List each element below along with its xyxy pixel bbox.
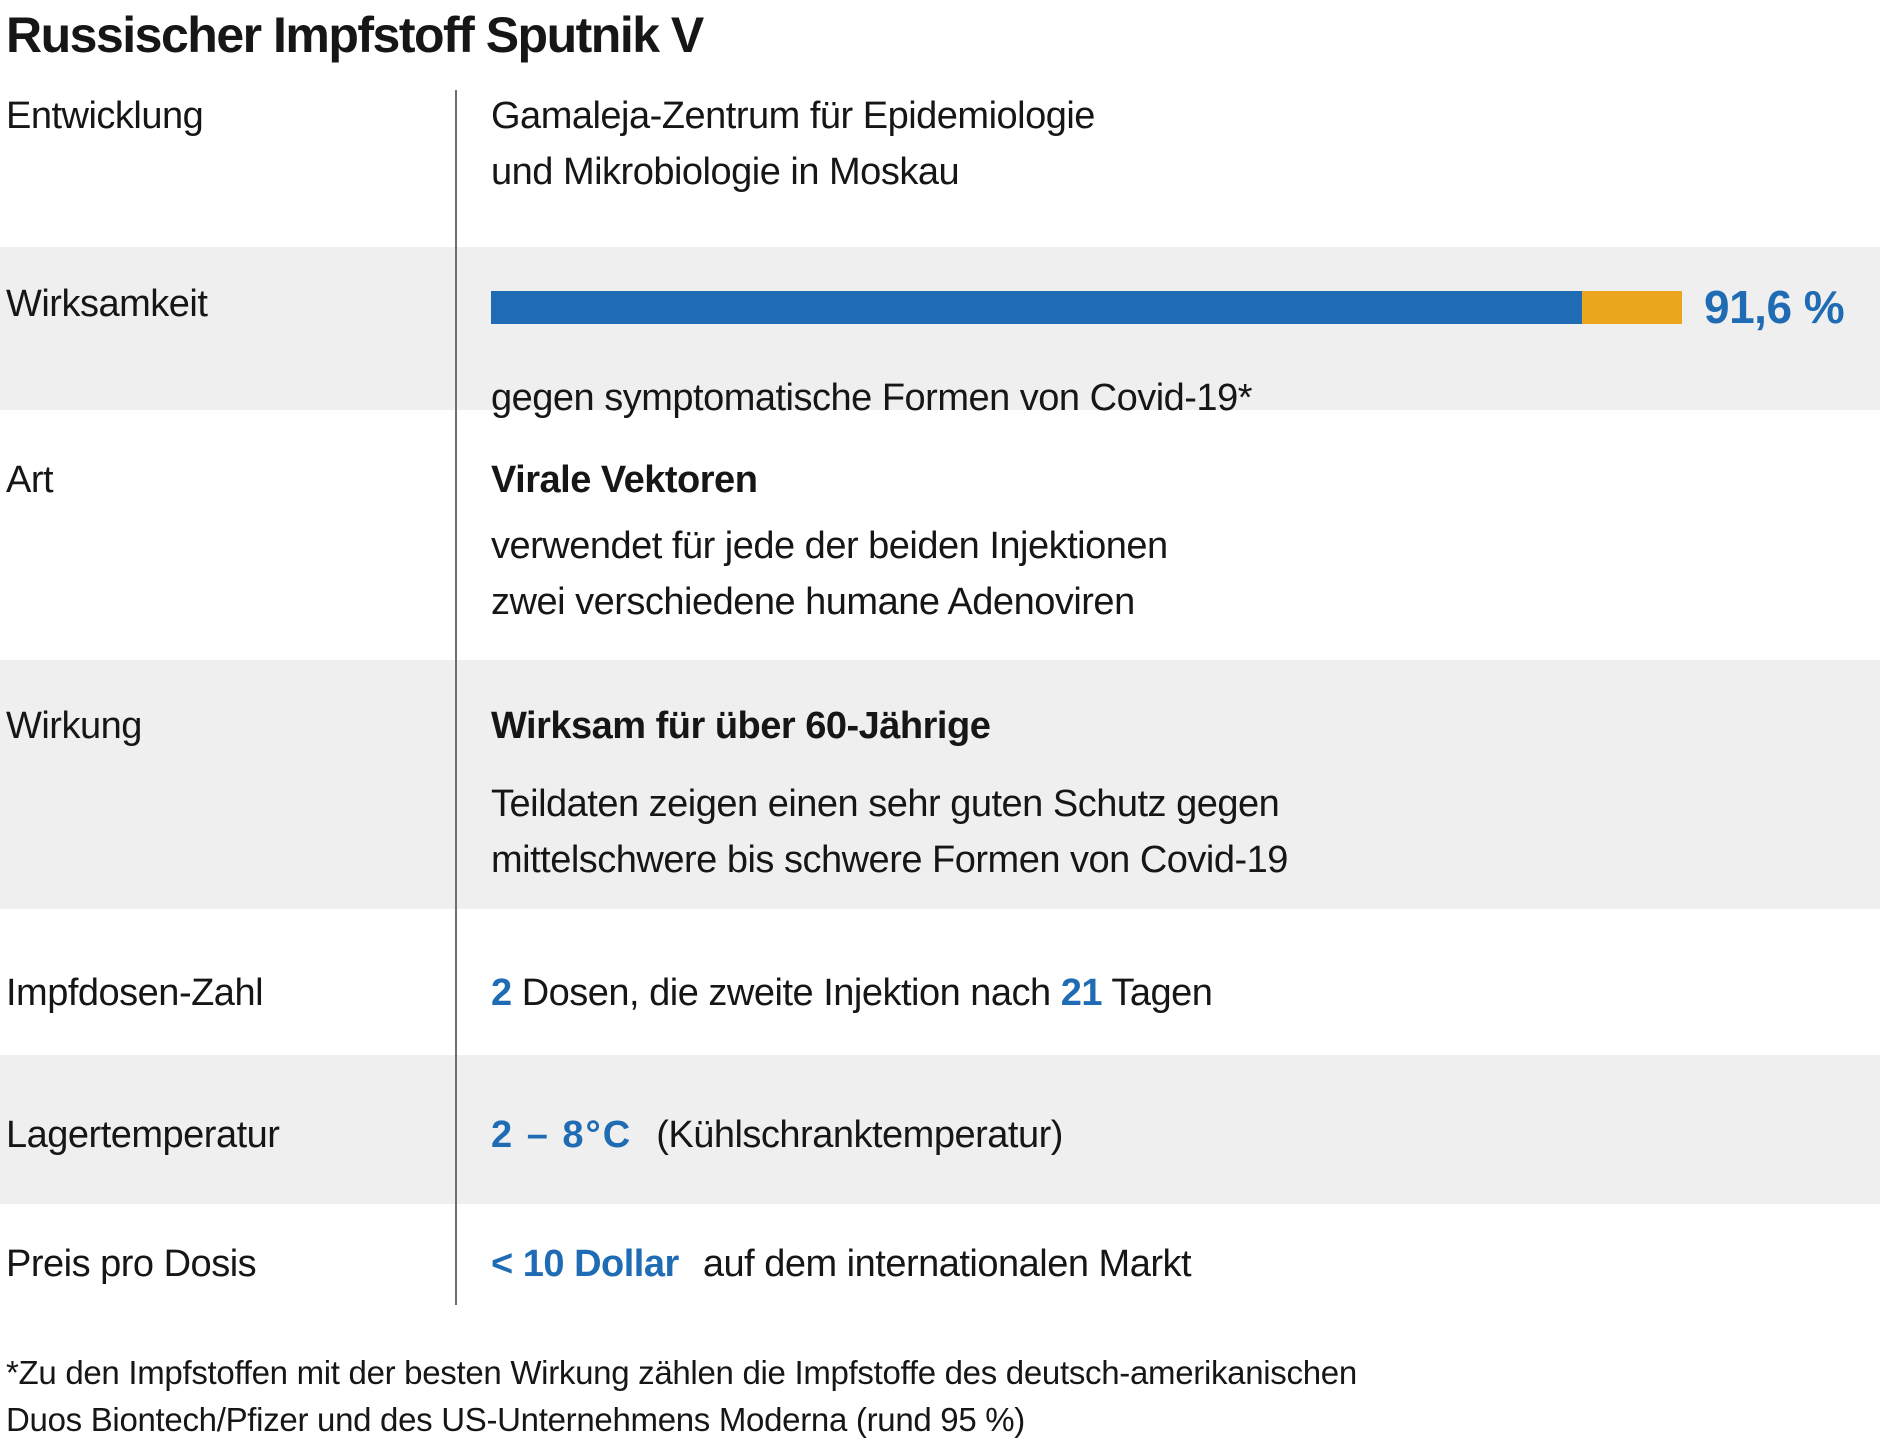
fact-table [0,88,1880,1305]
art-headline: Virale Vektoren [491,459,758,501]
efficacy-bar-fill [491,291,1582,324]
row-label-art: Art [6,459,54,501]
row-label-wirksamkeit: Wirksamkeit [6,283,208,325]
row-content-preis-pro-dosis [456,1236,1880,1305]
footnote-line-1: *Zu den Impfstoffen mit der besten Wirkung zählen die Impfstoffe des deutsch-amerikanischen [6,1354,1357,1391]
preis-text [491,1236,1880,1292]
page-title: Russischer Impfstoff Sputnik V [6,7,703,63]
row-lagertemperatur [0,1055,1880,1204]
impfdosen-text [491,965,1880,1021]
wirkung-line-1: Teildaten zeigen einen sehr guten Schutz gegen [491,783,1280,825]
lagertemperatur-text [491,1107,1880,1163]
lagertemperatur-value: 2 – 8°C [491,1114,633,1156]
impfdosen-count-value: 2 [491,972,512,1014]
column-divider-line [455,90,457,1305]
efficacy-caption: gegen symptomatische Formen von Covid-19* [491,377,1252,419]
row-label-entwicklung [0,88,456,247]
efficacy-value-label: 91,6 % [1704,281,1845,333]
row-preis-pro-dosis [0,1204,1880,1305]
footnote-line-2: Duos Biontech/Pfizer und des US-Unternehmens Moderna (rund 95 %) [6,1401,1025,1438]
lagertemperatur-note: (Kühlschranktemperatur) [646,1114,1063,1156]
row-label-entwicklung-text: Entwicklung [6,95,204,137]
impfdosen-text-end: Tagen [1102,972,1213,1014]
wirkung-line-2: mittelschwere bis schwere Formen von Covid-19 [491,839,1288,881]
preis-note: auf dem internationalen Markt [692,1243,1192,1285]
row-content-entwicklung [456,88,1880,247]
row-entwicklung [0,88,1880,247]
impfdosen-days-value: 21 [1060,972,1103,1014]
row-content-wirksamkeit [456,247,1880,426]
row-label-preis-pro-dosis: Preis pro Dosis [6,1243,257,1285]
wirkung-headline: Wirksam für über 60-Jährige [491,705,991,747]
efficacy-bar-remainder [1582,291,1682,324]
preis-value: < 10 Dollar [491,1243,679,1285]
row-art [0,410,1880,660]
row-label-impfdosen-zahl: Impfdosen-Zahl [6,972,264,1014]
row-wirkung [0,660,1880,909]
efficacy-bar-track [491,291,1682,324]
row-impfdosen-zahl [0,909,1880,1055]
row-label-wirkung: Wirkung [6,705,142,747]
row-wirksamkeit [0,247,1880,419]
row-label-lagertemperatur: Lagertemperatur [6,1114,280,1156]
art-line-1: verwendet für jede der beiden Injektionen [491,525,1168,567]
row-content-lagertemperatur [456,1107,1880,1204]
row-content-art [456,452,1880,660]
row-content-wirkung [456,698,1880,909]
efficacy-bar [491,280,1880,334]
footnote [0,1349,1880,1443]
art-line-2: zwei verschiedene humane Adenoviren [491,581,1135,623]
impfdosen-text-mid: Dosen, die zweite Injektion nach [511,972,1061,1014]
entwicklung-line-1: Gamaleja-Zentrum für Epidemiologie [491,95,1095,137]
entwicklung-line-2: und Mikrobiologie in Moskau [491,151,960,193]
row-content-impfdosen-zahl [456,965,1880,1055]
